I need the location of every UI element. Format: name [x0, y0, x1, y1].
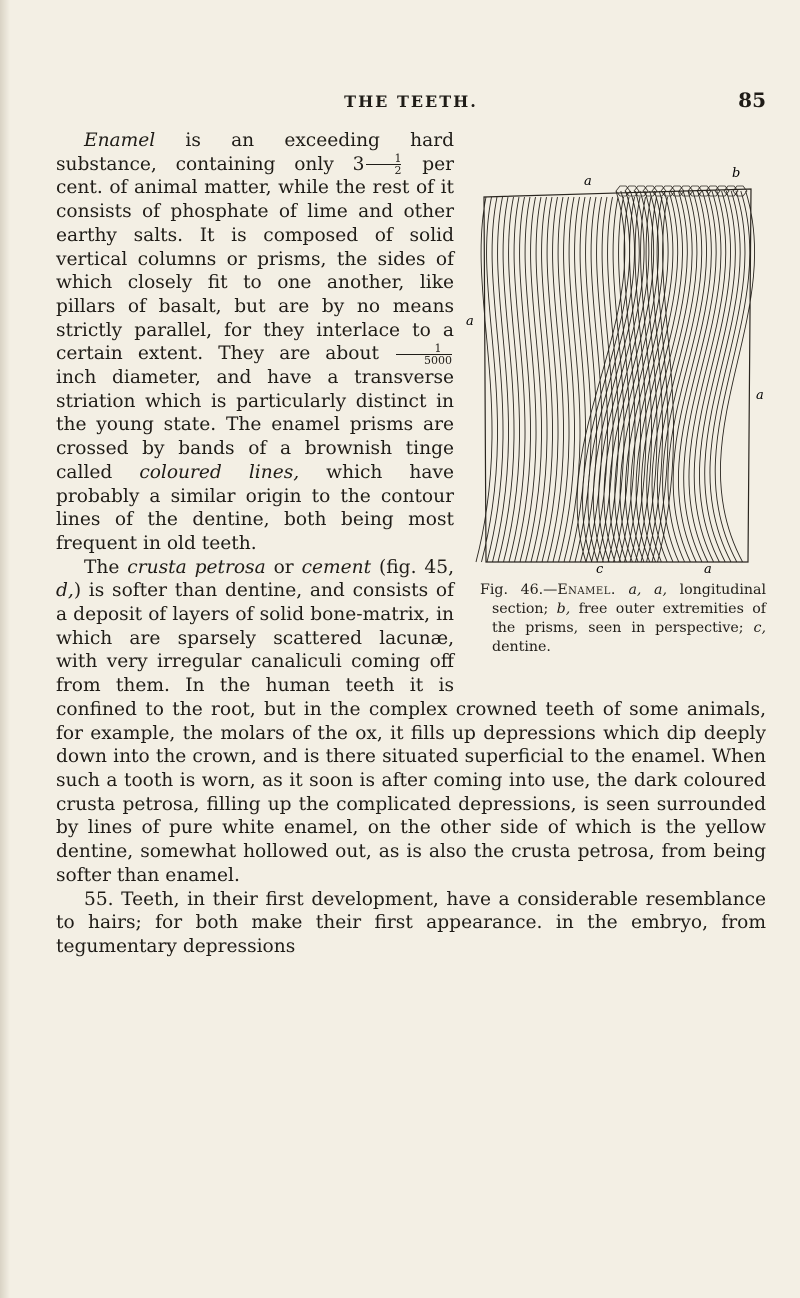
text-segment: (fig. 45, — [371, 556, 454, 578]
figure-46 — [466, 129, 766, 680]
paragraph-55: 55. Teeth, in their first development, have a considerable resemblance to hairs; for both make their first appearance. in the embryo, from tegumentary depressions — [56, 888, 766, 957]
fraction-diameter — [396, 343, 452, 366]
caption-b-letter: b, — [556, 601, 571, 617]
text-segment: The — [84, 556, 128, 578]
term-cement: cement — [301, 556, 372, 578]
text-segment: inch diameter, and have a transverse striation which is particularly distinct in the young state. The enamel prisms are crossed by bands of a brownish tinge called — [56, 367, 454, 483]
label-c-bottom: c — [596, 562, 604, 577]
caption-b-text: free outer extremities of the prisms, seen in perspective; — [492, 601, 766, 636]
term-crusta-petrosa: crusta petrosa — [127, 556, 266, 578]
caption-a-text: longitudinal section; — [492, 582, 767, 617]
fraction-whole: 3 — [352, 153, 365, 175]
text-segment: or — [265, 556, 302, 578]
label-b-top: b — [732, 166, 741, 181]
caption-c-letter: c, — [753, 620, 766, 636]
text-segment: which have probably a similar origin to the contour lines of the dentine, both being most frequent in old teeth. — [56, 461, 454, 554]
term-enamel: Enamel — [84, 130, 156, 151]
fraction-denominator: 2 — [366, 164, 401, 176]
label-a-bottom: a — [704, 562, 712, 577]
fraction-denominator: 5000 — [396, 354, 452, 366]
caption-a-letters: a, a, — [615, 582, 667, 598]
page-header — [56, 88, 766, 116]
caption-title: Enamel. — [557, 582, 616, 598]
caption-c-text: dentine. — [492, 639, 551, 655]
fraction-numerator: 1 — [394, 152, 402, 166]
page-number: 85 — [738, 88, 766, 112]
text-segment: per cent. of animal matter, while the rest of it consists of phosphate of lime and other earthy salts. It is composed of solid vertical columns or prisms, the sides of which closely fit to one another, like pillars of basalt, but are by no means strictly parallel, for they interlace to a certain extent. They are about — [56, 153, 454, 365]
term-coloured-lines: coloured lines, — [139, 461, 300, 483]
figure-caption — [480, 581, 767, 657]
running-title: THE TEETH. — [344, 92, 478, 111]
label-a-top: a — [584, 174, 592, 189]
fraction-half — [366, 153, 401, 176]
fraction-numerator: 1 — [434, 341, 442, 355]
text-segment: ) is softer than dentine, and consists of a deposit of layers of solid bone-matrix, in which are sparsely scattered lacunæ, with very irregular canaliculi coming off from them. In the human teeth it is confined to the root, but in the complex crowned teeth of some animals, for example, the molars of the ox, it fills up depressions which dip deeply down into the crown, and is there situated superficial to the enamel. When such a tooth is worn, as it soon is after coming into use, the dark coloured crusta petrosa, filling up the complicated depressions, is seen surrounded by lines of pure white enamel, on the other side of which is the yellow dentine, somewhat hollowed out, as is also the crusta petrosa, from being softer than enamel. — [56, 580, 766, 886]
figure-ref-d: d, — [56, 580, 74, 602]
label-a-left: a — [466, 314, 474, 329]
label-a-right: a — [756, 388, 764, 403]
body-text — [56, 129, 766, 959]
enamel-prisms-illustration — [466, 166, 766, 577]
caption-fig-number: Fig. 46.— — [480, 582, 558, 598]
page-gutter — [0, 0, 10, 1298]
text-segment: is an exceeding hard substance, containing only — [56, 130, 454, 175]
